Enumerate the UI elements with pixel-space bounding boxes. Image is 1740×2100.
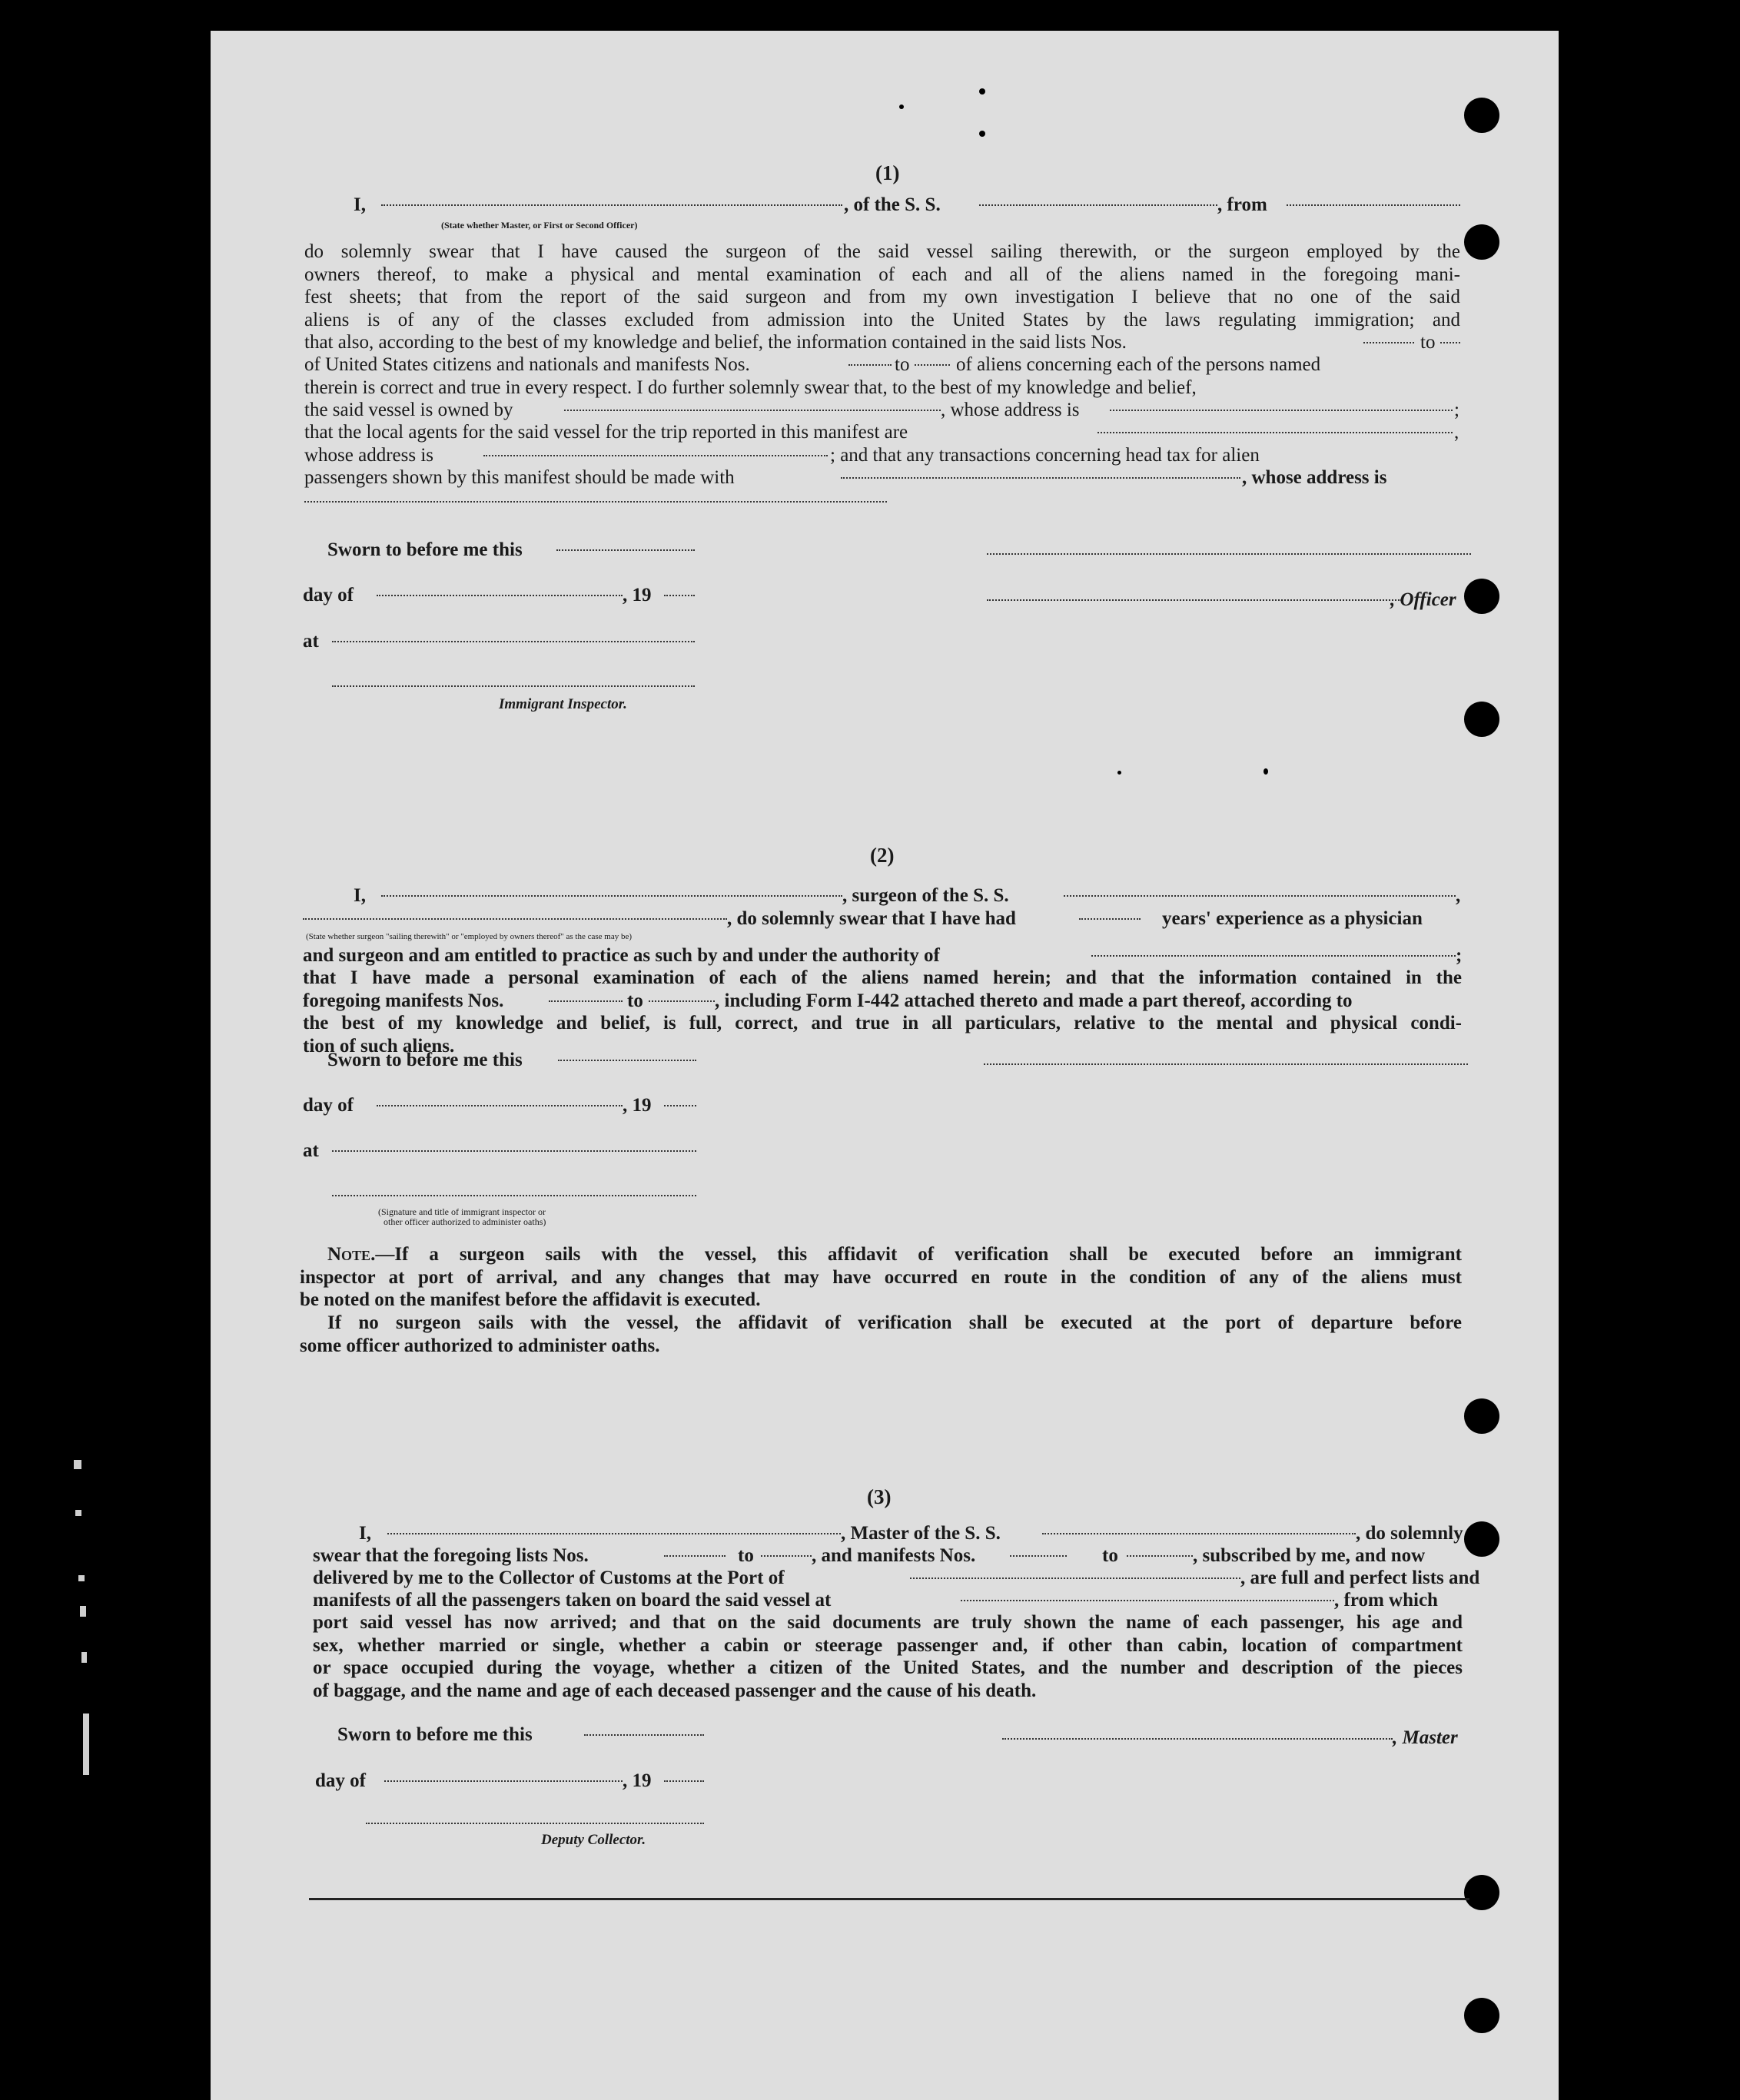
s3-line-manifests: manifests of all the passengers taken on board the said vessel at — [313, 1590, 832, 1611]
s1-lists-from-field[interactable] — [1363, 342, 1414, 343]
section-1-number: (1) — [875, 161, 900, 184]
s3-line: port said vessel has now arrived; and that on the said documents are truly shown the name of each passenger, his age and — [313, 1612, 1463, 1633]
s2-authority-field[interactable] — [1091, 955, 1456, 957]
s1-at-field[interactable] — [332, 641, 695, 642]
s1-agents-field[interactable] — [1097, 432, 1453, 433]
s3-year-field[interactable] — [664, 1780, 704, 1782]
s1-of-aliens-text: of aliens concerning each of the persons named — [956, 354, 1321, 375]
s3-lists-from-field[interactable] — [664, 1555, 726, 1557]
s2-sig-hint-2: other officer authorized to administer oaths) — [384, 1216, 546, 1227]
s2-line: tion of such aliens. — [303, 1035, 455, 1057]
s2-i-label: I, — [354, 885, 366, 906]
s1-officer-name-field[interactable] — [381, 204, 842, 206]
s3-full-perfect: , are full and perfect lists and — [1240, 1568, 1480, 1588]
ink-speck — [979, 88, 985, 95]
s1-sworn-date-field[interactable] — [556, 549, 695, 551]
s2-at-field[interactable] — [332, 1150, 696, 1152]
s1-officer-title-field[interactable] — [987, 599, 1402, 601]
note-line — [300, 1243, 1462, 1266]
s1-to-label: to — [1420, 332, 1436, 353]
s3-line: or space occupied during the voyage, whether a citizen of the United States, and the number and description of the pieces — [313, 1657, 1463, 1678]
s2-year-field[interactable] — [664, 1105, 696, 1106]
s1-inspector-label: Immigrant Inspector. — [499, 696, 627, 712]
s2-line-foregoing: foregoing manifests Nos. — [303, 990, 504, 1011]
s3-master-name-field[interactable] — [387, 1533, 841, 1534]
s2-sworn-date-field[interactable] — [558, 1060, 696, 1061]
s2-years-field[interactable] — [1079, 918, 1141, 920]
s3-year-label: , 19 — [623, 1770, 652, 1791]
s3-line-swear: swear that the foregoing lists Nos. — [313, 1545, 589, 1566]
s1-officer-signature-line[interactable] — [987, 553, 1471, 555]
punch-hole — [1464, 1875, 1499, 1910]
s1-line: fest sheets; that from the report of the said surgeon and from my own investigation I believe that no one of the said — [304, 287, 1460, 307]
s1-comma: , — [1454, 422, 1459, 443]
s2-at-label: at — [303, 1140, 319, 1161]
punch-hole — [1464, 1998, 1499, 2033]
s1-to2-label: to — [895, 354, 910, 375]
punch-hole — [1464, 1521, 1499, 1557]
note2-line — [300, 1312, 1462, 1335]
s1-head-tax-text: ; and that any transactions concerning head tax for alien — [830, 445, 1260, 466]
s1-semicolon: ; — [1454, 400, 1459, 420]
s1-line: owners thereof, to make a physical and mental examination of each and all of the aliens named in the foregoing mani- — [304, 264, 1460, 285]
note2-line: some officer authorized to administer oaths. — [300, 1335, 660, 1356]
s1-line-lists: that also, according to the best of my knowledge and belief, the information contained in the said lists Nos. — [304, 332, 1127, 353]
s3-and-manifests: , and manifests Nos. — [812, 1545, 976, 1566]
s3-i-label: I, — [359, 1523, 371, 1544]
s3-sworn-date-field[interactable] — [584, 1734, 704, 1736]
s1-sworn-label: Sworn to before me this — [327, 539, 523, 560]
s1-officer-label: , Officer — [1390, 589, 1456, 610]
s2-to-label: to — [627, 990, 643, 1011]
s3-collector-label: Deputy Collector. — [541, 1832, 646, 1848]
s1-year-label: , 19 — [623, 585, 652, 605]
s3-oath-paragraph — [313, 1611, 1463, 1702]
s3-master-of-label: , Master of the S. S. — [841, 1523, 1001, 1544]
s2-manifests-from-field[interactable] — [549, 1000, 623, 1002]
s2-note-paragraph — [300, 1243, 1462, 1312]
s3-subscribed: , subscribed by me, and now — [1193, 1545, 1426, 1566]
s1-line-owned: the said vessel is owned by — [304, 400, 513, 420]
s3-port-field[interactable] — [910, 1577, 1240, 1579]
s2-surgeon-type-field[interactable] — [303, 918, 727, 920]
s1-line: do solemnly swear that I have caused the surgeon of the said vessel sailing therewith, or the surgeon employed by the — [304, 241, 1460, 262]
s1-line-manifests: of United States citizens and nationals and manifests Nos. — [304, 354, 750, 375]
s2-semicolon: ; — [1456, 945, 1463, 966]
s3-line: of baggage, and the name and age of each deceased passenger and the cause of his death. — [313, 1680, 1037, 1701]
s3-master-label: , Master — [1393, 1727, 1458, 1748]
s1-from-label: , from — [1217, 194, 1267, 215]
s3-line: sex, whether married or single, whether a cabin or steerage passenger and, if other than cabin, location of compartment — [313, 1634, 1463, 1656]
s3-day-of-label: day of — [315, 1770, 366, 1791]
s1-year-field[interactable] — [664, 595, 695, 596]
s1-owner-field[interactable] — [564, 410, 941, 411]
s1-line-agents: that the local agents for the said vessel for the trip reported in this manifest are — [304, 422, 908, 443]
s1-i-label: I, — [354, 194, 366, 215]
s1-line: aliens is of any of the classes excluded from admission into the United States by the laws regulating immigration; and — [304, 309, 1460, 330]
document-page — [211, 31, 1559, 2100]
s2-month-field[interactable] — [377, 1105, 623, 1106]
s3-month-field[interactable] — [384, 1780, 623, 1782]
s2-line-authority: and surgeon and am entitled to practice as such by and under the authority of — [303, 945, 940, 966]
s2-inspector-signature-line[interactable] — [332, 1195, 696, 1196]
s2-vessel-field[interactable] — [1064, 895, 1456, 897]
s1-agents-address-field[interactable] — [483, 455, 828, 456]
edge-mark — [83, 1714, 89, 1775]
s2-year-label: , 19 — [623, 1095, 652, 1116]
s1-owner-address-field[interactable] — [1110, 410, 1453, 411]
punch-hole — [1464, 1398, 1499, 1434]
edge-mark — [74, 1460, 81, 1469]
ink-speck — [899, 105, 904, 109]
punch-hole — [1464, 702, 1499, 737]
s1-lists-to-field[interactable] — [1440, 342, 1460, 343]
note-line: be noted on the manifest before the affidavit is executed. — [300, 1289, 761, 1310]
s2-do-solemnly-text: , do solemnly swear that I have had — [727, 908, 1016, 929]
s2-day-of-label: day of — [303, 1095, 354, 1116]
s3-master-signature-line[interactable] — [1002, 1738, 1393, 1740]
s3-manifests-to-field[interactable] — [1127, 1555, 1193, 1557]
s1-whose-address-label: , whose address is — [941, 400, 1080, 420]
s1-month-field[interactable] — [377, 595, 623, 596]
edge-mark — [80, 1606, 86, 1617]
note-text: —If a surgeon sails with the vessel, this affidavit of verification shall be executed before an immigrant — [375, 1244, 1462, 1265]
punch-hole — [1464, 224, 1499, 260]
s3-to-label: to — [738, 1545, 754, 1566]
s1-line-whose-address: whose address is — [304, 445, 434, 466]
edge-mark — [78, 1575, 85, 1581]
edge-mark — [81, 1652, 87, 1663]
note-line: inspector at port of arrival, and any changes that may have occurred en route in the condition of any of the aliens must — [300, 1266, 1462, 1288]
section-3-number: (3) — [867, 1485, 892, 1508]
s2-sig-hint-1: (Signature and title of immigrant inspector or — [378, 1206, 546, 1217]
s2-surgeon-name-field[interactable] — [381, 895, 842, 897]
s3-from-which: , from which — [1334, 1590, 1438, 1611]
s3-manifests-from-field[interactable] — [1010, 1555, 1067, 1557]
s2-surgeon-of-label: , surgeon of the S. S. — [842, 885, 1009, 906]
s3-vessel-field[interactable] — [1042, 1533, 1356, 1534]
note-label: Note. — [327, 1244, 376, 1265]
s1-at-label: at — [303, 631, 319, 652]
s2-line: that I have made a personal examination of each of the aliens named herein; and that the information contained in the — [303, 967, 1462, 988]
s1-whose-address-is: , whose address is — [1242, 467, 1387, 488]
edge-mark — [75, 1510, 81, 1516]
punch-hole — [1464, 98, 1499, 133]
s2-examination-line — [303, 967, 1462, 990]
s2-surgeon-type-hint: (State whether surgeon "sailing therewith" or "employed by owners thereof" as the case may be) — [306, 932, 633, 941]
ink-speck — [979, 131, 985, 137]
s3-departure-port-field[interactable] — [961, 1600, 1334, 1601]
s3-collector-signature-line[interactable] — [366, 1823, 704, 1824]
section-2-number: (2) — [870, 844, 895, 867]
s2-surgeon-signature-line[interactable] — [984, 1063, 1468, 1065]
s2-manifests-to-field[interactable] — [649, 1000, 715, 1002]
s1-day-of-label: day of — [303, 585, 354, 605]
s2-years-text: years' experience as a physician — [1162, 908, 1423, 929]
s3-sworn-label: Sworn to before me this — [337, 1724, 533, 1745]
note2-text: If no surgeon sails with the vessel, the affidavit of verification shall be executed at the port of departure before — [327, 1312, 1462, 1333]
s3-do-solemnly: , do solemnly — [1356, 1523, 1463, 1544]
s2-comma: , — [1456, 885, 1461, 906]
ink-speck — [1117, 771, 1121, 775]
s2-sworn-label: Sworn to before me this — [327, 1050, 523, 1070]
s1-manifests-to-field[interactable] — [915, 364, 950, 366]
s1-line-passengers: passengers shown by this manifest should be made with — [304, 467, 735, 488]
s3-line-delivered: delivered by me to the Collector of Customs at the Port of — [313, 1568, 785, 1588]
ink-speck — [1263, 768, 1268, 775]
s1-vessel-field[interactable] — [979, 204, 1217, 206]
s3-lists-to-field[interactable] — [761, 1555, 812, 1557]
s1-of-ss-label: , of the S. S. — [844, 194, 941, 215]
s1-officer-hint: (State whether Master, or First or Second Officer) — [441, 220, 638, 231]
bottom-rule — [309, 1898, 1469, 1900]
s3-to2-label: to — [1102, 1545, 1118, 1566]
s1-party-address-field[interactable] — [304, 501, 887, 503]
punch-hole — [1464, 579, 1499, 614]
s2-form-text: , including Form I-442 attached thereto and made a part thereof, according to — [715, 990, 1353, 1011]
s1-head-tax-party-field[interactable] — [841, 477, 1240, 479]
s1-from-field[interactable] — [1287, 204, 1460, 206]
s2-line: the best of my knowledge and belief, is full, correct, and true in all particulars, relative to the mental and physical condi- — [303, 1013, 1462, 1033]
s1-oath-paragraph — [304, 241, 1460, 331]
s1-line-therein: therein is correct and true in every respect. I do further solemnly swear that, to the best of my knowledge and belief, — [304, 377, 1197, 398]
s2-note2-paragraph — [300, 1312, 1462, 1357]
s1-inspector-signature-line[interactable] — [332, 685, 695, 687]
s1-manifests-from-field[interactable] — [848, 364, 892, 366]
